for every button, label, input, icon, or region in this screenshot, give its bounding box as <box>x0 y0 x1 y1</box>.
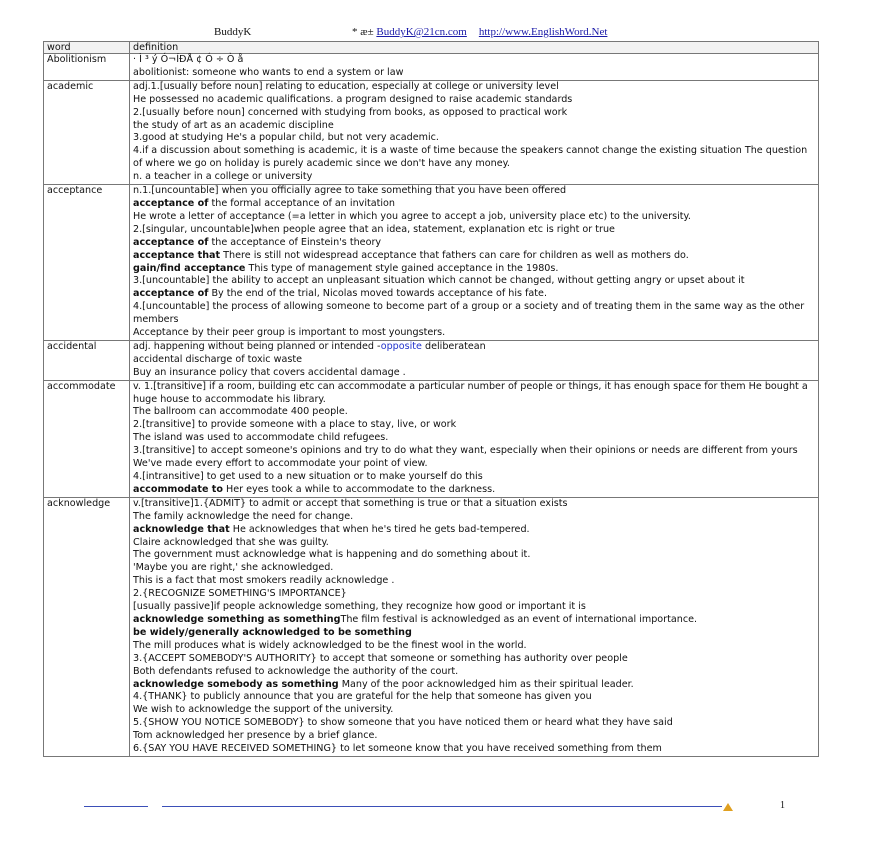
entry-word: acceptance <box>44 185 130 341</box>
column-header-word: word <box>44 42 130 54</box>
header-author: BuddyK <box>214 26 252 38</box>
line-text: Many of the poor acknowledged him as their spiritual leader. <box>338 678 634 690</box>
line-text: This is a fact that most smokers readily acknowledge . <box>133 575 395 587</box>
header-contact <box>352 26 607 38</box>
entry-word: accidental <box>44 340 130 380</box>
line-text-tail: deliberatean <box>421 340 486 352</box>
line-text: 6.{SAY YOU HAVE RECEIVED SOMETHING} to let someone know that you have received something from them <box>133 743 662 755</box>
line-text: 2.[singular, uncountable]when people agree that an idea, statement, explanation etc is right or true <box>133 223 615 235</box>
line-text: Buy an insurance policy that covers accidental damage . <box>133 366 406 378</box>
definition-line <box>133 717 815 730</box>
line-text: adj. happening without being planned or intended - <box>133 340 381 352</box>
line-text: Her eyes took a while to accommodate to the darkness. <box>222 483 496 495</box>
entry-definition <box>130 80 819 184</box>
table-row <box>44 497 819 756</box>
footer-rule-short <box>84 806 148 807</box>
definition-line <box>133 458 815 471</box>
page-header <box>0 26 870 40</box>
definition-line <box>133 288 815 301</box>
definition-line <box>133 275 815 288</box>
definition-line <box>133 691 815 704</box>
definition-line <box>133 471 815 484</box>
definition-line <box>133 627 815 640</box>
entry-definition <box>130 185 819 341</box>
table-header-row <box>44 42 819 54</box>
line-text: The family acknowledge the need for change. <box>133 510 354 522</box>
line-text: 3.good at studying He's a popular child, but not very academic. <box>133 132 439 144</box>
line-text: The film festival is acknowledged as an event of international importance. <box>340 613 698 625</box>
entry-word: academic <box>44 80 130 184</box>
definition-line <box>133 120 815 133</box>
line-text: By the end of the trial, Nicolas moved towards acceptance of his fate. <box>208 288 548 300</box>
line-text: 4.[uncountable] the process of allowing someone to become part of a group or a society and of treating them in the same way as the other members <box>133 301 805 326</box>
definition-line <box>133 511 815 524</box>
footer-triangle-icon <box>723 803 733 811</box>
definition-line <box>133 185 815 198</box>
definition-line <box>133 588 815 601</box>
line-text: [usually passive]if people acknowledge something, they recognize how good or important it is <box>133 601 586 613</box>
line-text: 2.{RECOGNIZE SOMETHING'S IMPORTANCE} <box>133 588 347 600</box>
definition-line <box>133 145 815 171</box>
definition-line <box>133 94 815 107</box>
definition-line <box>133 498 815 511</box>
definition-line <box>133 406 815 419</box>
line-text: n.1.[uncountable] when you officially agree to take something that you have been offered <box>133 185 567 197</box>
definition-line <box>133 327 815 340</box>
line-text: We've made every effort to accommodate your point of view. <box>133 458 428 470</box>
line-text: 3.[transitive] to accept someone's opinions and try to do what they want, especially when their opinions or needs are different from yours <box>133 445 798 457</box>
definition-line <box>133 679 815 692</box>
definition-line <box>133 640 815 653</box>
line-text: The ballroom can accommodate 400 people. <box>133 406 348 418</box>
line-text: abolitionist: someone who wants to end a system or law <box>133 66 404 78</box>
line-text: v.[transitive]1.{ADMIT} to admit or accept that something is true or that a situation exists <box>133 497 568 509</box>
column-header-definition: definition <box>130 42 819 54</box>
entry-word: accommodate <box>44 380 130 497</box>
definition-line <box>133 211 815 224</box>
definition-line <box>133 354 815 367</box>
footer-rule-long <box>162 806 722 807</box>
line-text: accidental discharge of toxic waste <box>133 353 303 365</box>
definition-line <box>133 562 815 575</box>
page-number: 1 <box>780 800 785 811</box>
line-text: 5.{SHOW YOU NOTICE SOMEBODY} to show someone that you have noticed them or heard what they have said <box>133 717 673 729</box>
table-row <box>44 54 819 81</box>
definition-line <box>133 730 815 743</box>
definition-line <box>133 432 815 445</box>
line-text: n. a teacher in a college or university <box>133 171 313 183</box>
line-text: He wrote a letter of acceptance (=a letter in which you agree to accept a job, university place etc) to the university. <box>133 210 691 222</box>
entry-definition <box>130 380 819 497</box>
line-text: Acceptance by their peer group is important to most youngsters. <box>133 327 446 339</box>
entry-word: Abolitionism <box>44 54 130 81</box>
dictionary-table <box>43 41 819 757</box>
line-text: The government must acknowledge what is happening and do something about it. <box>133 549 531 561</box>
line-text: the study of art as an academic discipline <box>133 119 334 131</box>
headword-phrase: acceptance of <box>133 236 209 248</box>
definition-line <box>133 524 815 537</box>
headword-phrase: acceptance of <box>133 288 209 300</box>
line-text: The mill produces what is widely acknowledged to be the finest wool in the world. <box>133 639 527 651</box>
line-text: We wish to acknowledge the support of the university. <box>133 704 394 716</box>
definition-line <box>133 614 815 627</box>
definition-line <box>133 601 815 614</box>
definition-line <box>133 237 815 250</box>
definition-line <box>133 653 815 666</box>
definition-line <box>133 107 815 120</box>
headword-phrase: acceptance of <box>133 197 209 209</box>
definition-line <box>133 341 815 354</box>
opposite-label: opposite <box>380 340 422 352</box>
entry-word: acknowledge <box>44 497 130 756</box>
definition-line <box>133 132 815 145</box>
headword-phrase: be widely/generally acknowledged to be something <box>133 626 412 638</box>
line-text: He acknowledges that when he's tired he gets bad-tempered. <box>229 523 530 535</box>
dictionary-body <box>44 54 819 757</box>
definition-line <box>133 666 815 679</box>
headword-phrase: acknowledge somebody as something <box>133 678 339 690</box>
line-text: 2.[usually before noun] concerned with studying from books, as opposed to practical work <box>133 106 568 118</box>
definition-line <box>133 224 815 237</box>
line-text: · Ì ³ ý Ó¬ÍÐÅ ¢ Ó ÷ Ò å <box>133 54 244 65</box>
website-link[interactable]: http://www.EnglishWord.Net <box>478 26 608 38</box>
line-text: 4.{THANK} to publicly announce that you are grateful for the help that someone has given you <box>133 691 592 703</box>
table-row <box>44 80 819 184</box>
definition-line <box>133 171 815 184</box>
definition-line <box>133 537 815 550</box>
line-text: the formal acceptance of an invitation <box>208 197 396 209</box>
definition-line <box>133 250 815 263</box>
line-text: 2.[transitive] to provide someone with a place to stay, live, or work <box>133 419 457 431</box>
email-link[interactable]: BuddyK@21cn.com <box>376 26 467 38</box>
definition-line <box>133 381 815 407</box>
headword-phrase: acknowledge that <box>133 523 230 535</box>
definition-line <box>133 54 815 67</box>
line-text: This type of management style gained acceptance in the 1980s. <box>245 262 559 274</box>
entry-definition <box>130 497 819 756</box>
line-text: 3.{ACCEPT SOMEBODY'S AUTHORITY} to accept that someone or something has authority over people <box>133 652 628 664</box>
definition-line <box>133 263 815 276</box>
definition-line <box>133 549 815 562</box>
line-text: He possessed no academic qualifications. a program designed to raise academic standards <box>133 93 573 105</box>
definition-line <box>133 484 815 497</box>
headword-phrase: gain/find acceptance <box>133 262 246 274</box>
table-row <box>44 380 819 497</box>
definition-line <box>133 704 815 717</box>
definition-line <box>133 198 815 211</box>
line-text: 'Maybe you are right,' she acknowledged. <box>133 562 334 574</box>
definition-line <box>133 575 815 588</box>
headword-phrase: acceptance that <box>133 249 221 261</box>
header-contact-prefix: * æ± <box>352 26 377 38</box>
definition-line <box>133 419 815 432</box>
line-text: There is still not widespread acceptance that fathers can care for children as well as mothers do. <box>220 249 689 261</box>
line-text: Claire acknowledged that she was guilty. <box>133 536 329 548</box>
definition-line <box>133 367 815 380</box>
line-text: 4.[intransitive] to get used to a new situation or to make yourself do this <box>133 471 483 482</box>
table-row <box>44 185 819 341</box>
line-text: Both defendants refused to acknowledge the authority of the court. <box>133 665 459 677</box>
line-text: the acceptance of Einstein's theory <box>208 236 382 248</box>
definition-line <box>133 67 815 80</box>
line-text: The island was used to accommodate child refugees. <box>133 432 389 444</box>
headword-phrase: accommodate to <box>133 483 223 495</box>
definition-line <box>133 445 815 458</box>
definition-line <box>133 301 815 327</box>
entry-definition <box>130 340 819 380</box>
table-row <box>44 340 819 380</box>
line-text: v. 1.[transitive] if a room, building etc can accommodate a particular number of people or things, it has enough space for them He bought a huge house to accommodate his library. <box>133 380 808 405</box>
line-text: Tom acknowledged her presence by a brief glance. <box>133 730 378 742</box>
line-text: adj.1.[usually before noun] relating to education, especially at college or university level <box>133 80 559 92</box>
headword-phrase: acknowledge something as something <box>133 613 341 625</box>
definition-line <box>133 743 815 756</box>
entry-definition <box>130 54 819 81</box>
definition-line <box>133 81 815 94</box>
line-text: 3.[uncountable] the ability to accept an unpleasant situation which cannot be changed, without getting angry or upset about it <box>133 275 745 287</box>
line-text: 4.if a discussion about something is academic, it is a waste of time because the speakers cannot change the existing situation The question of where we go on holiday is purely academic since we don't have any money. <box>133 145 808 170</box>
